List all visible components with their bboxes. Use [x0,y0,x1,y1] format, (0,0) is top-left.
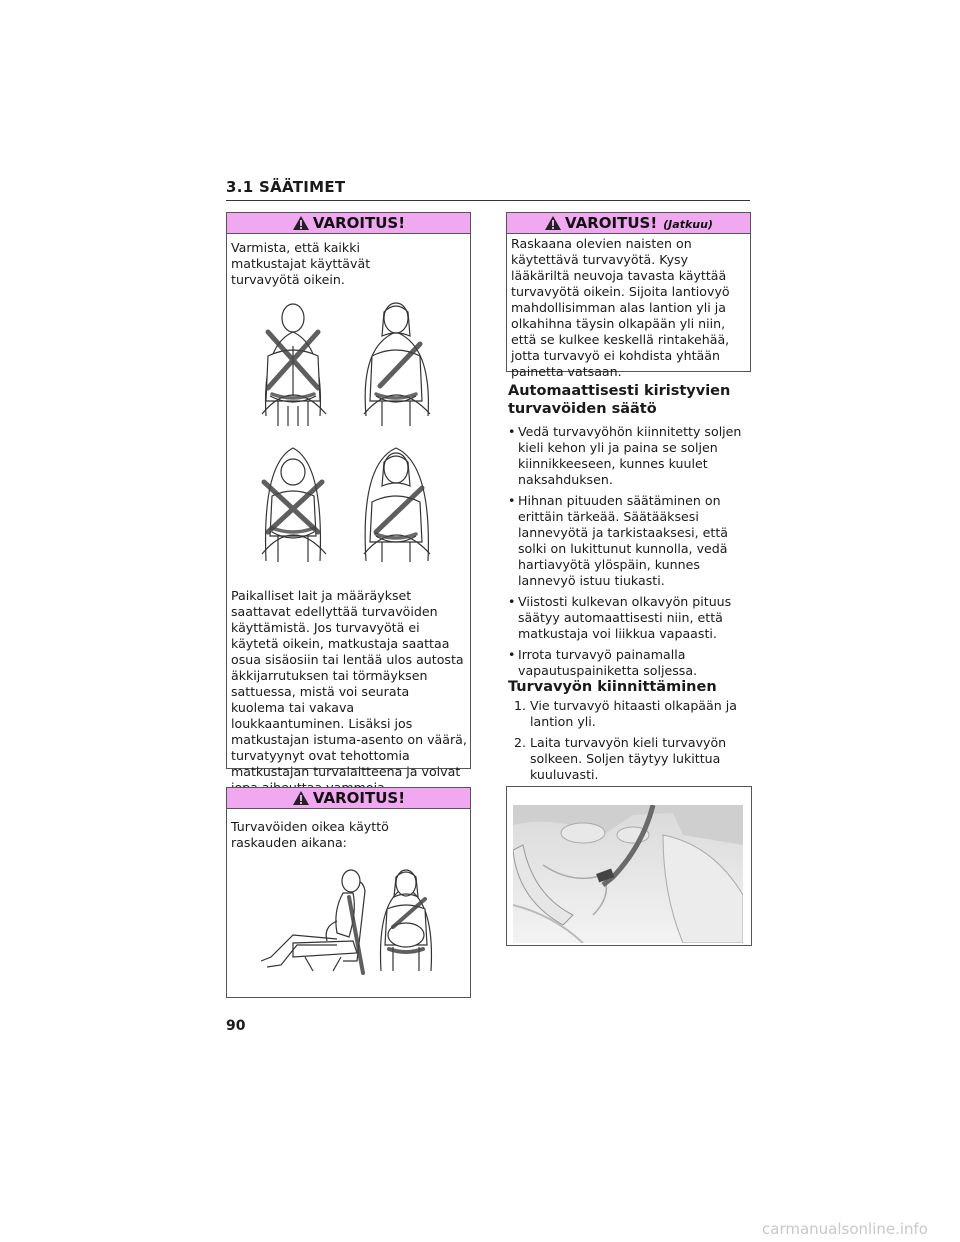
warning-header [227,788,470,809]
warning-label: VAROITUS! [312,789,406,807]
fasten-seatbelt-heading: Turvavyön kiinnittäminen [508,679,717,695]
warning-intro: Turvavöiden oikea käyttö raskauden aikana: [231,819,389,850]
section-title: 3.1 SÄÄTIMET [226,178,346,196]
seatbelt-buckle-figure [506,786,752,946]
warning-triangle-icon [292,790,310,806]
continued-label: (Jatkuu) [663,218,713,231]
warning-box-seatbelt-use [226,212,471,779]
warning-label: VAROITUS! [565,214,658,232]
seatbelt-occupants-illustration [248,296,448,576]
warning-triangle-icon [292,215,310,231]
warning-triangle-icon [544,215,562,231]
warning-header [507,213,750,234]
warning-body: Raskaana olevien naisten on käytettävä turvavyötä. Kysy lääkäriltä neuvoja tavasta käyttää turvavyötä oikein. Sijoita lantiovyö mahdollisimman alas lantion yli ja olkahihna täysin olkapään yli niin, että se kulkee keskellä rintakehää, jotta turvavyö ei kohdista yhtään painetta vatsaan. [511,236,730,379]
list-item: • Irrota turvavyö painamalla vapautuspainiketta soljessa. [508,647,698,678]
car-interior-seatbelt-image [513,805,743,943]
watermark: carmanualsonline.info [762,1220,928,1238]
warning-header [227,213,470,234]
page-number: 90 [226,1018,246,1034]
warning-intro: Varmista, että kaikki matkustajat käyttävät turvavyötä oikein. [231,240,371,287]
warning-box-pregnancy [226,787,471,998]
warning-box-continued [506,212,751,379]
list-item: • Vedä turvavyöhön kiinnitetty soljen kieli kehon yli ja paina se soljen kiinnikkeeseen, kunnes kuulet naksahduksen. [508,424,742,487]
list-item: 1. Vie turvavyö hitaasti olkapään ja lantion yli. [514,698,737,729]
section-header [226,178,750,201]
fasten-steps [514,698,754,788]
list-item: • Hihnan pituuden säätäminen on erittäin tärkeää. Säätääksesi lannevyötä ja tarkistaaksesi, että solki on lukittunut kunnolla, vedä hartiavyötä ylöspäin, kunnes lannevyö istuu tiukasti. [508,493,728,588]
auto-seatbelt-bullets [508,424,753,684]
warning-body: Paikalliset lait ja määräykset saattavat edellyttää turvavöiden käyttämistä. Jos turvavyötä ei käytetä oikein, matkustaja saattaa osua sisäosiin tai lentää ulos autosta äkkijarrutuksen tai törmäyksen sattuessa, mistä voi seurata kuolema tai vakava loukkaantuminen. Lisäksi jos matkustajan istuma-asento on väärä, turvatyynyt ovat tehottomia matkustajan turvalaitteena ja voivat [231,588,467,779]
auto-seatbelt-heading: Automaattisesti kiristyvien turvavöiden säätö [508,383,731,417]
list-item: • Viistosti kulkevan olkavyön pituus säätyy automaattisesti niin, että matkustaja voi liikkua vapaasti. [508,594,732,641]
list-item: 2. Laita turvavyön kieli turvavyön solkeen. Soljen täytyy lukittua kuuluvasti. [514,735,727,782]
warning-label: VAROITUS! [312,214,406,232]
pregnant-seatbelt-illustration [253,861,443,976]
